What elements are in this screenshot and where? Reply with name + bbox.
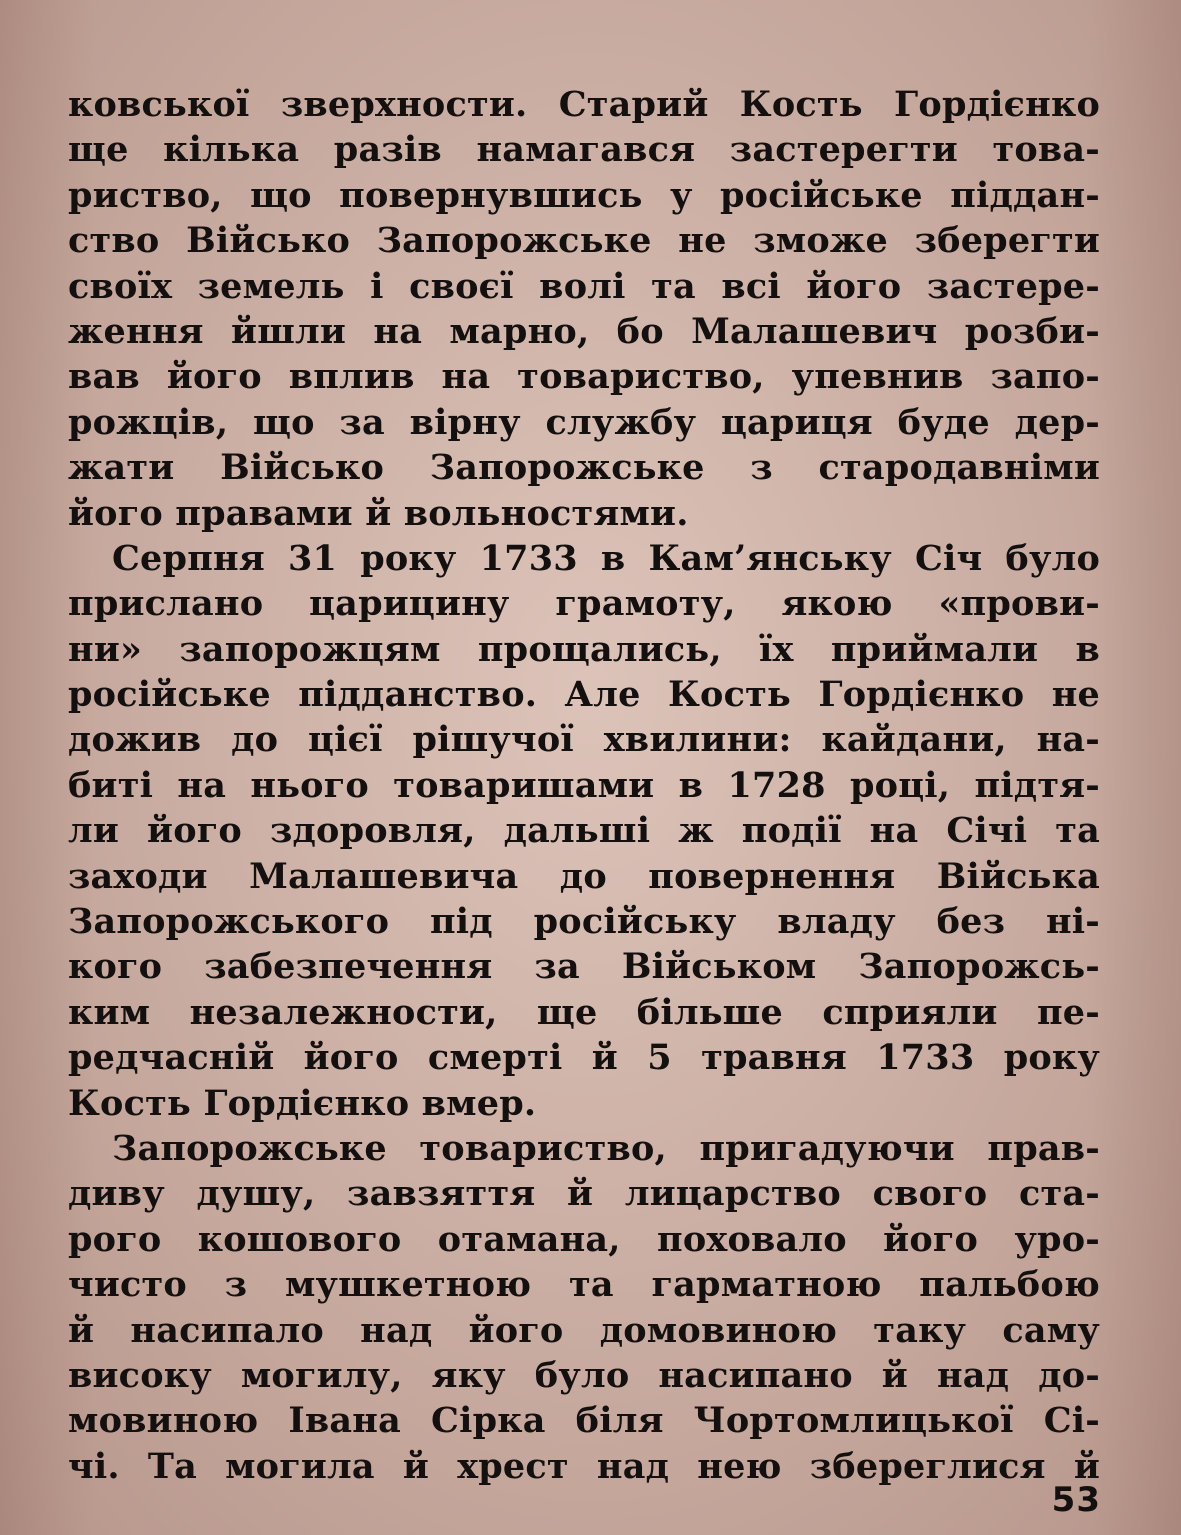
text-line: російське підданство. Але Кость Гордієнко не — [68, 674, 1100, 716]
text-line: биті на нього товаришами в 1728 році, підтя- — [68, 764, 1100, 806]
text-line: жати Військо Запорожське з стародавніми — [68, 447, 1100, 489]
text-line: риство, що повернувшись у російське піддан- — [68, 174, 1100, 216]
body-text — [68, 82, 1100, 1489]
text-line: своїх земель і своєї волі та всі його застере- — [68, 265, 1100, 307]
text-line: вав його вплив на товариство, упевнив запо- — [68, 356, 1100, 398]
text-line: диву душу, завзяття й лицарство свого ста- — [68, 1173, 1100, 1215]
text-line: ження йшли на марно, бо Малашевич розби- — [68, 310, 1100, 352]
text-line: ство Військо Запорожське не зможе зберегти — [68, 220, 1100, 262]
text-line: кого забезпечення за Військом Запорожсь- — [68, 946, 1100, 988]
text-line: прислано царицину грамоту, якою «прови- — [68, 583, 1100, 625]
text-line: ким незалежности, ще більше сприяли пе- — [68, 991, 1100, 1033]
paragraph-start-line: Запорожське товариство, пригадуючи прав- — [112, 1127, 1100, 1169]
text-line: дожив до цієї рішучої хвилини: кайдани, на- — [68, 719, 1100, 761]
text-line: мовиною Івана Сірка біля Чортомлицької Сі- — [68, 1400, 1100, 1442]
text-line: Кость Гордієнко вмер. — [68, 1082, 537, 1124]
text-line: редчасній його смерті й 5 травня 1733 року — [68, 1037, 1100, 1079]
text-line: ще кілька разів намагався застерегти това- — [68, 129, 1100, 171]
text-line: високу могилу, яку було насипано й над до- — [68, 1354, 1100, 1396]
text-line: й насипало над його домовиною таку саму — [68, 1309, 1100, 1351]
text-line: заходи Малашевича до повернення Війська — [68, 855, 1100, 897]
text-line: його правами й вольностями. — [68, 492, 689, 534]
text-line: рожців, що за вірну службу цариця буде дер- — [68, 401, 1100, 443]
text-line: чі. Та могила й хрест над нею збереглися й — [68, 1445, 1100, 1487]
text-line: ни» запорожцям прощались, їх приймали в — [68, 628, 1100, 670]
text-line: ли його здоровля, дальші ж події на Січі та — [68, 810, 1100, 852]
text-line: рого кошового отамана, поховало його уро- — [68, 1218, 1100, 1260]
text-line: Запорожського під російську владу без ні- — [68, 901, 1100, 943]
paragraph-start-line: Серпня 31 року 1733 в Кам’янську Січ було — [112, 537, 1100, 579]
text-line: ковської зверхности. Старий Кость Гордієнко — [68, 84, 1100, 125]
text-line: чисто з мушкетною та гарматною пальбою — [68, 1264, 1100, 1306]
page-number: 53 — [1051, 1480, 1101, 1520]
